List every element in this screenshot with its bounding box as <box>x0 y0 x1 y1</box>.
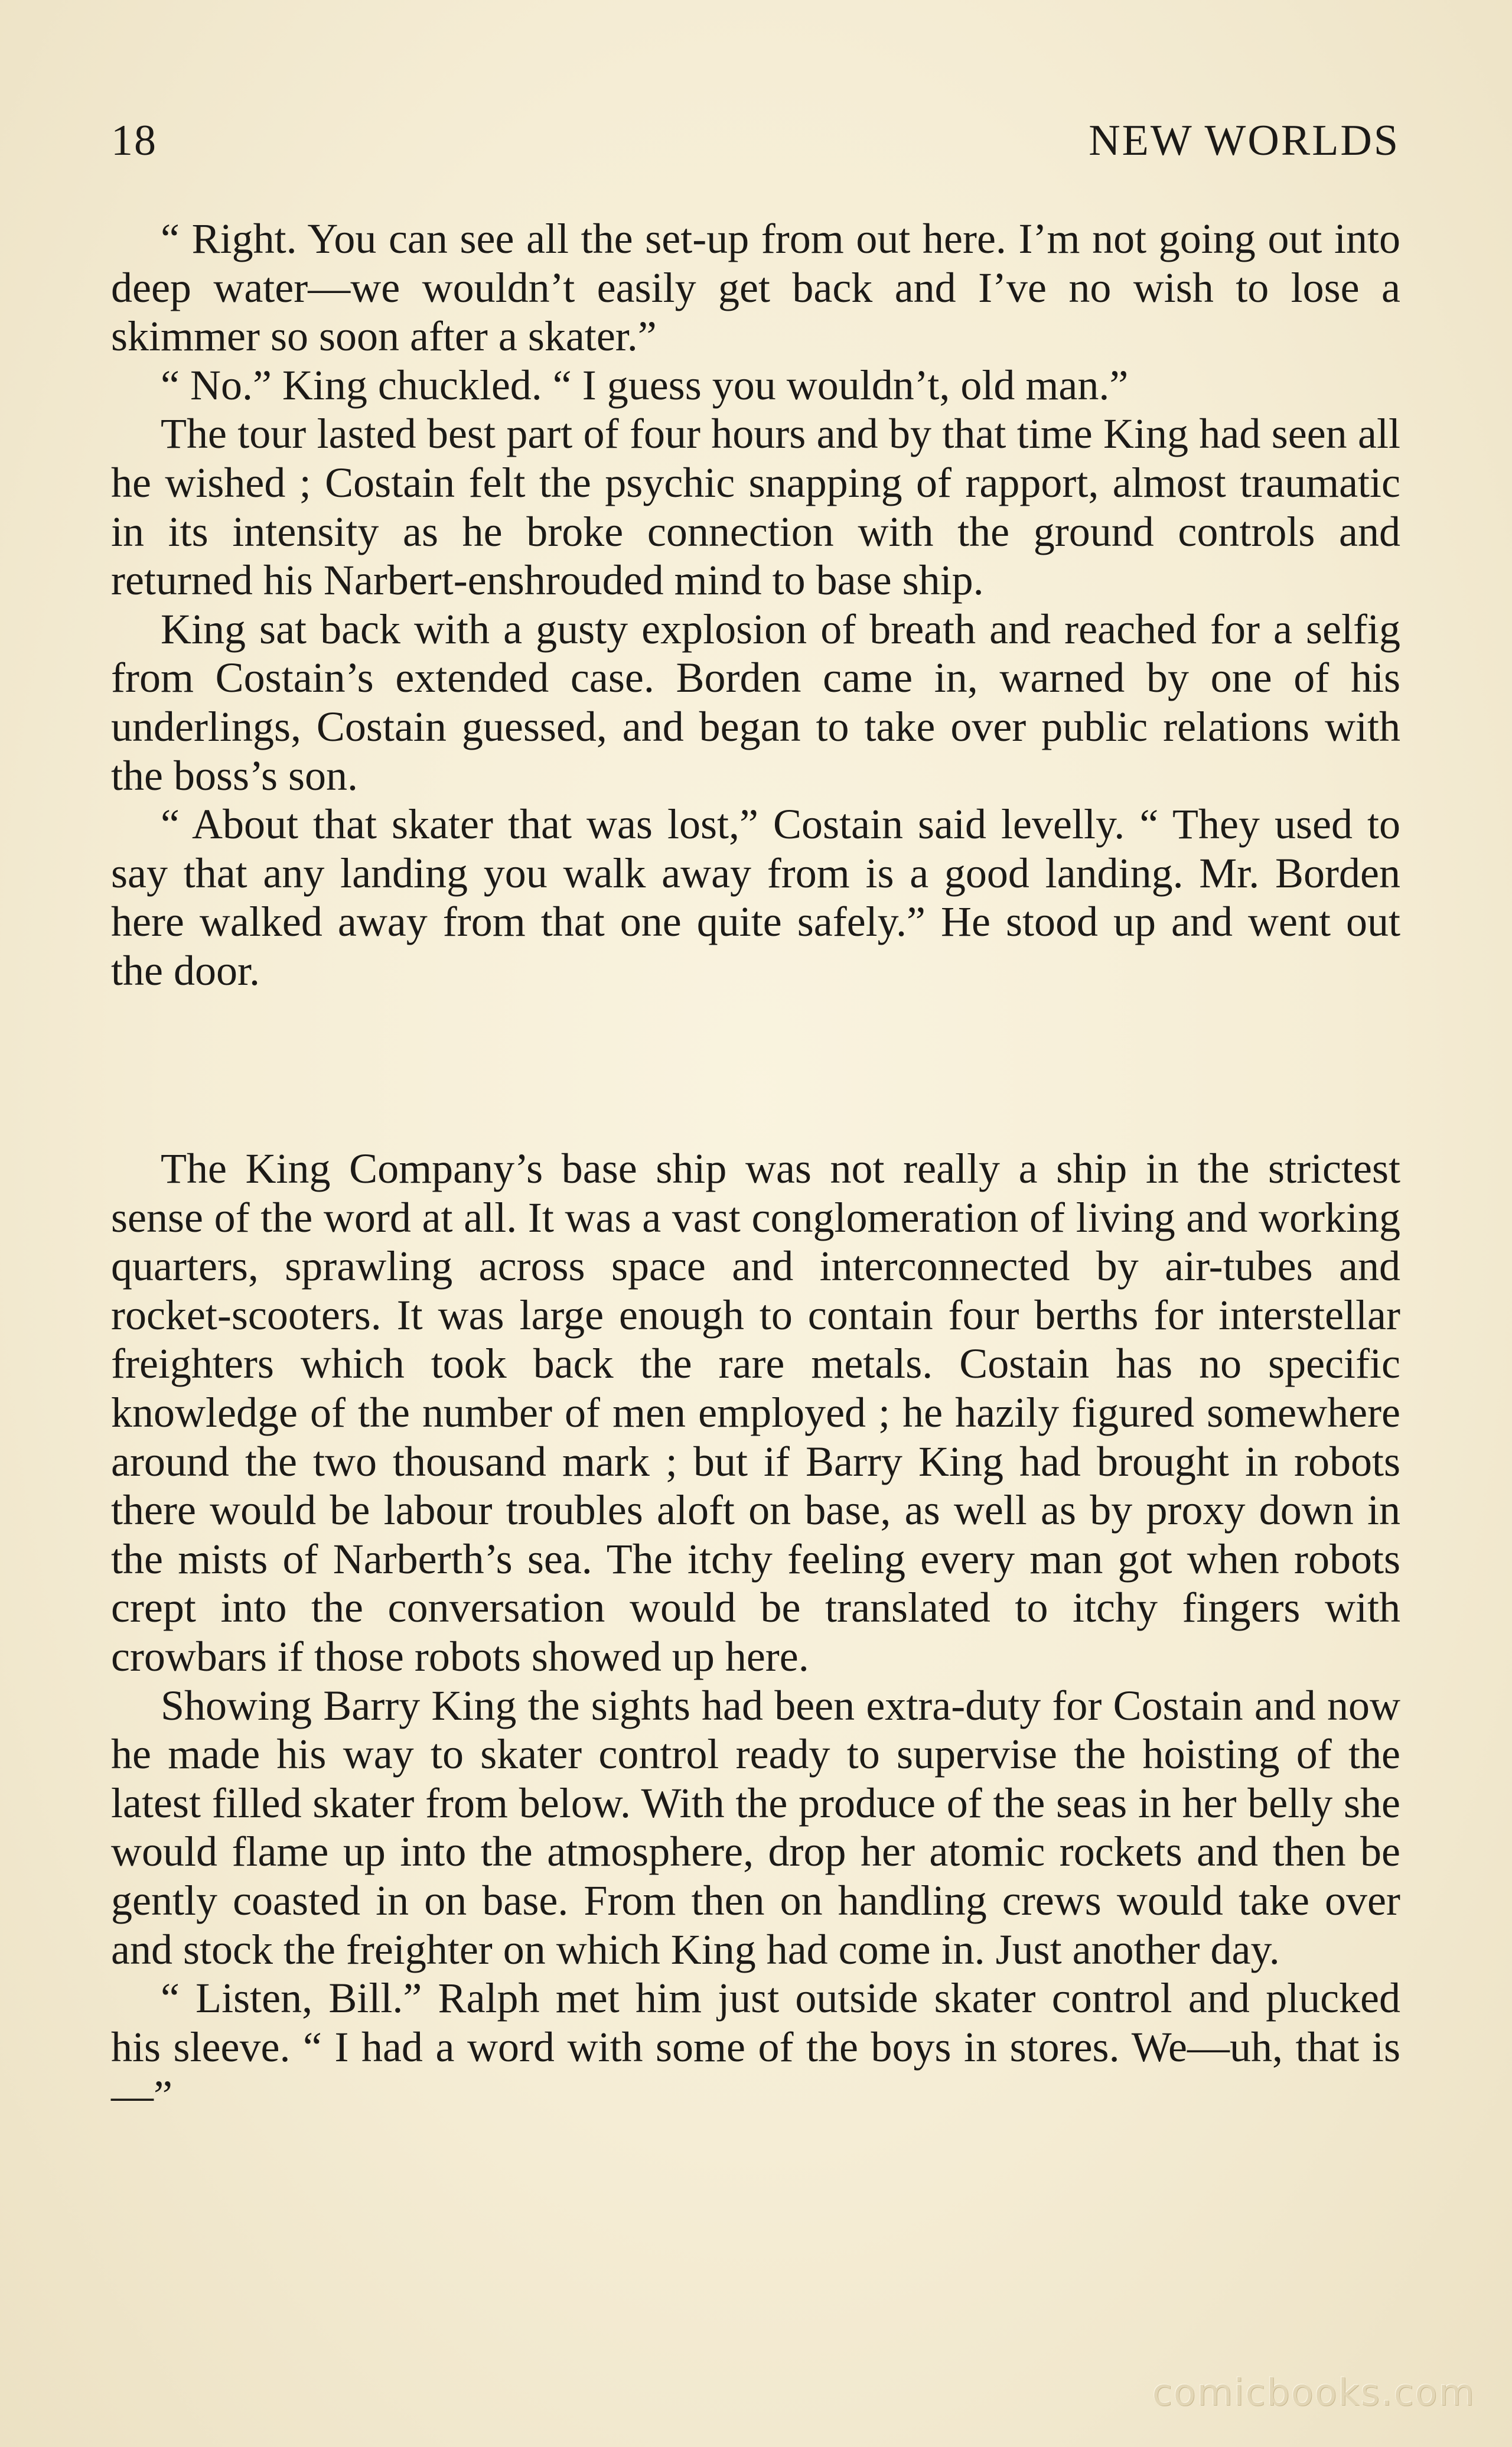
paragraph: The tour lasted best part of four hours and by that time King had seen all he wished ; Costain felt the psychic snapping of rapport, almost traumatic in its intensity as he broke connection with the ground controls and returned his Narbert-enshrouded mind to base ship. <box>111 410 1400 604</box>
paragraph: The King Company’s base ship was not really a ship in the strictest sense of the word at all. It was a vast conglomeration of living and working quarters, sprawling across space and interconnected by air-tubes and rocket-scooters. It was large enough to contain four berths for interstellar freighters which took back the rare metals. Costain has no specific knowledge of the number of men employed ; he hazily figured somewhere around the two thousand mark ; but if Barry King had brought in robots there would be labour troubles aloft on base, as well as by proxy down in the mists of Narberth’s sea. The itchy feeling every man got when robots crept into the conversation would be translated to itchy fingers with crowbars if those robots showed up here. <box>111 1145 1400 1680</box>
watermark: comicbooks.com <box>1152 2371 1475 2414</box>
paragraph: “ Listen, Bill.” Ralph met him just outside skater control and plucked his sleeve. “ I had a word with some of the boys in stores. We—uh, that is—” <box>111 1974 1400 2120</box>
paragraph: “ No.” King chuckled. “ I guess you wouldn’t, old man.” <box>161 361 1129 409</box>
running-head: NEW WORLDS <box>1089 116 1400 165</box>
text-section-1 <box>111 214 1400 995</box>
paragraph: “ Right. You can see all the set-up from out here. I’m not going out into deep water—we wouldn’t easily get back and I’ve no wish to lose a skimmer so soon after a skater.” <box>111 215 1400 360</box>
text-section-2 <box>111 1144 1400 2120</box>
paragraph: “ About that skater that was lost,” Costain said levelly. “ They used to say that any landing you walk away from is a good landing. Mr. Borden here walked away from that one quite safely.” He stood up and went out the door. <box>111 801 1400 994</box>
paragraph: Showing Barry King the sights had been extra-duty for Costain and now he made his way to skater control ready to supervise the hoisting of the latest filled skater from below. With the produce of the seas in her belly she would flame up into the atmosphere, drop her atomic rockets and then be gently coasted in on base. From then on handling crews would take over and stock the freighter on which King had come in. Just another day. <box>111 1681 1400 1973</box>
page-number: 18 <box>111 116 157 165</box>
page-header <box>111 116 1400 175</box>
paragraph: King sat back with a gusty explosion of breath and reached for a selfig from Costain’s extended case. Borden came in, warned by one of his underlings, Costain guessed, and began to take over public relations with the boss’s son. <box>111 605 1400 799</box>
